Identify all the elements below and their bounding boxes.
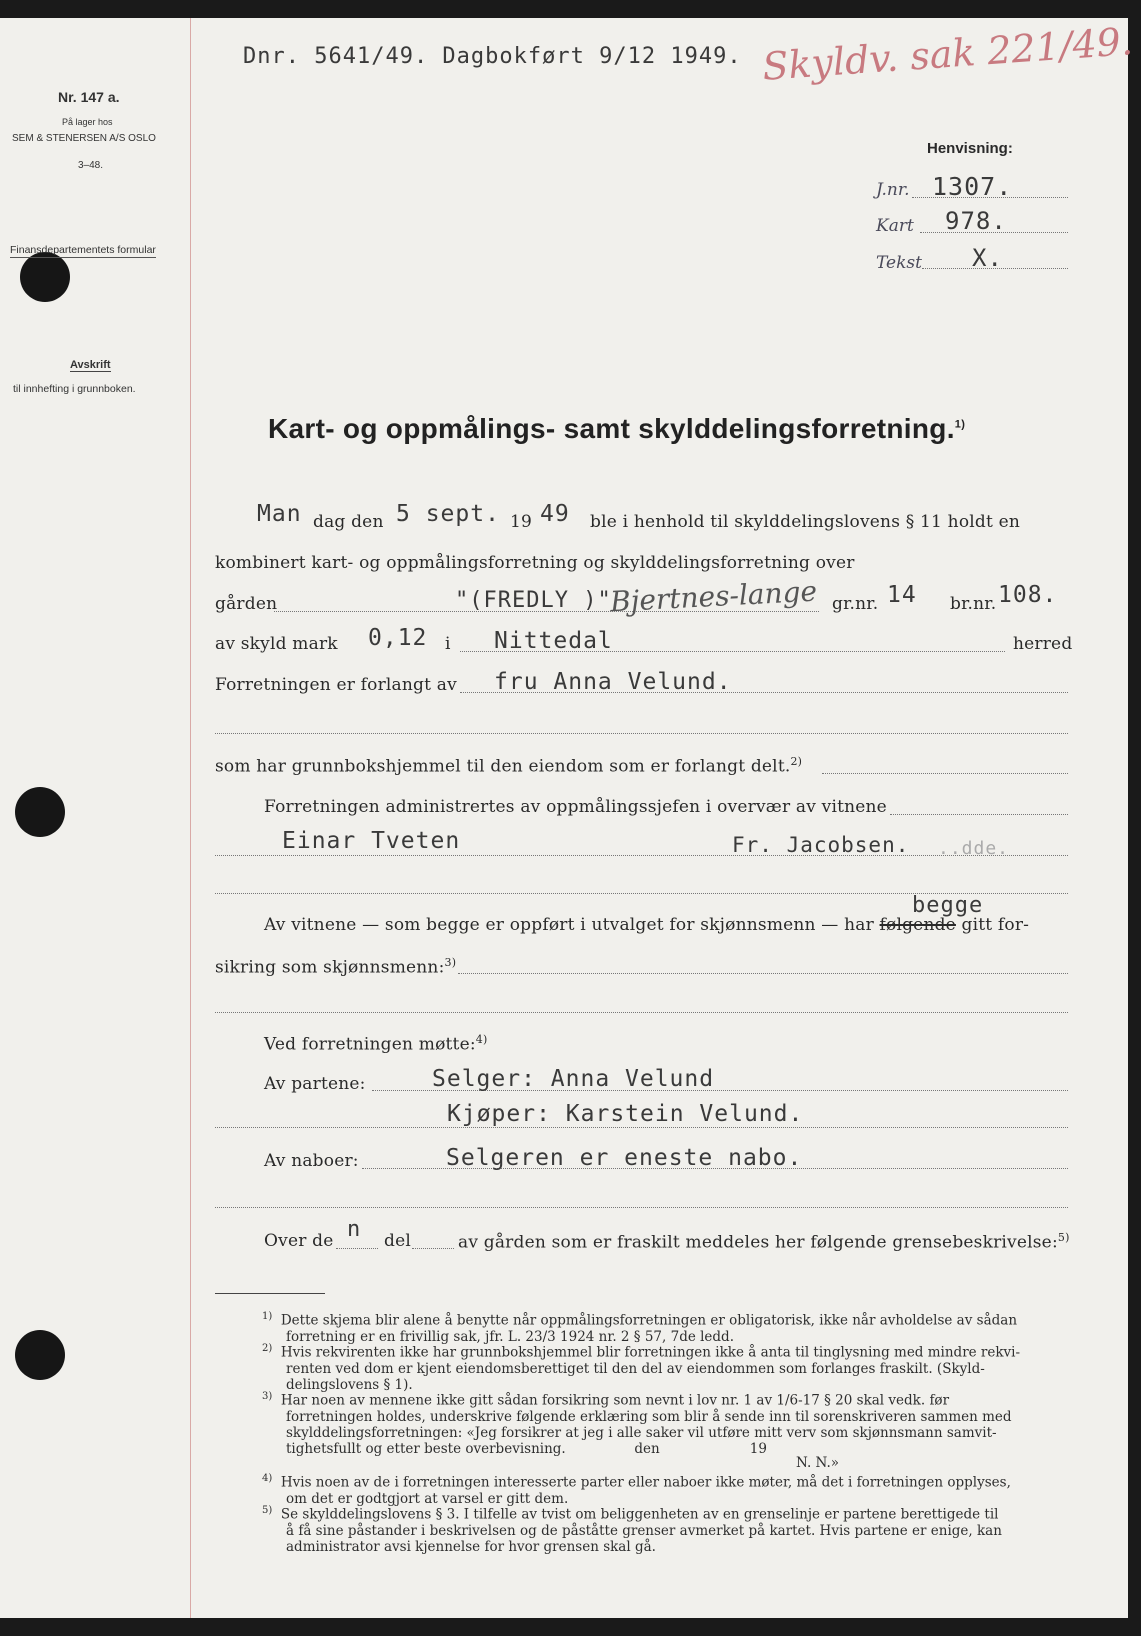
naboer-label: Av naboer: (264, 1151, 359, 1171)
footnote-2-text-1: Hvis rekvirenten ikke har grunnbokshjemmel blir forretningen ikke å anta til tinglysning med mindre rekvi- (280, 1344, 1021, 1361)
footnote-5 (262, 1503, 1002, 1555)
footnote-5-line-3: administrator avsi kjennelse for hvor grensen skal gå. (286, 1538, 656, 1555)
date-value: 5 sept. (396, 501, 500, 527)
footnote-1-text-1: Dette skjema blir alene å benytte når oppmålingsforretningen er obligatorisk, ikke når avholdelse av sådan (280, 1312, 1018, 1329)
footnote-1-line-2: forretning er en frivillig sak, jfr. L. 23/3 1924 nr. 2 § 57, 7de ledd. (286, 1328, 734, 1345)
footnote-5-line-1 (262, 1503, 1002, 1523)
footnote-3-text-1: Har noen av mennene ikke gitt sådan forsikring som nevnt i lov nr. 1 av 1/6-17 § 20 skal vedk. før (280, 1392, 950, 1409)
margin-rule (190, 18, 191, 1618)
brnr-value: 108. (998, 582, 1058, 608)
case-number-handwritten: Skyldv. sak 221/49. (760, 19, 1135, 89)
footnote-4-line-1 (262, 1471, 1011, 1491)
sikring-text (215, 956, 456, 978)
brnr-label: br.nr. (950, 594, 997, 614)
formular-label: Finansdepartementets formular (10, 244, 156, 256)
selger-value: Selger: Anna Velund (432, 1066, 715, 1092)
over-n-value: n (347, 1217, 362, 1242)
footnote-4-line-2: om det er godtgjort at varsel er gitt dem. (286, 1490, 569, 1507)
kjoper-line (215, 1127, 1068, 1128)
begge-handwritten: begge (912, 893, 984, 918)
over-text-c-body: av gården som er fraskilt meddeles her følgende grensebeskrivelse: (458, 1232, 1058, 1253)
over-text-a: Over de (264, 1231, 334, 1251)
tekst-label: Tekst (876, 253, 922, 273)
footnote-nn: N. N.» (796, 1455, 840, 1471)
witness-line (215, 855, 1068, 856)
garden-typed: "(FREDLY )" (455, 588, 612, 613)
footnote-3-line-4: tighetsfullt og etter beste overbevisning. den 19 (286, 1440, 767, 1457)
footnote-4 (262, 1471, 1011, 1507)
document-title-text: Kart- og oppmålings- samt skylddelingsforretning. (268, 413, 955, 444)
footnote-2 (262, 1341, 1020, 1393)
footnote-2-num: 2) (262, 1343, 273, 1354)
footnote-3-line-1 (262, 1389, 1012, 1409)
title-note: 1) (954, 418, 966, 431)
blank-line-3 (215, 1012, 1068, 1013)
herred-value: Nittedal (494, 628, 613, 654)
footnote-4-text-1: Hvis noen av de i forretningen interesserte parter eller naboer ikke møter, må det i forretningen opplyses, (280, 1474, 1011, 1491)
sikring-note: 3) (444, 956, 457, 969)
garden-label: gården (215, 594, 278, 614)
footnote-2-line-3: delingslovens § 1). (286, 1376, 413, 1393)
footnote-1-num: 1) (262, 1311, 273, 1322)
line1-text: ble i henhold til skylddelingslovens § 11 holdt en (590, 512, 1021, 532)
footnote-2-line-1 (262, 1341, 1020, 1361)
witness-2: Fr. Jacobsen. (732, 833, 910, 857)
footnote-2-line-2: renten ved dom er kjent eiendomsberettiget til den del av eiendommen som forlanges fraskilt. (Skyld- (286, 1360, 985, 1377)
witness-1: Einar Tveten (282, 828, 461, 854)
sikring-text-body: sikring som skjønnsmenn: (215, 957, 445, 978)
footnote-1-line-1 (262, 1309, 1017, 1329)
punch-hole-bottom (15, 1330, 65, 1380)
over-note: 5) (1057, 1231, 1070, 1244)
footnote-5-line-2: å få sine påstander i beskrivelsen og de påståtte grenser avmerket på kartet. Hvis partene er enige, kan (286, 1522, 1002, 1539)
admin-text: Forretningen administrertes av oppmålingssjefen i overvær av vitnene (264, 797, 887, 817)
footnote-3-line-2: forretningen holdes, underskrive følgende erklæring som blir å sende inn til sorenskriveren sammen med (286, 1408, 1012, 1425)
footnote-5-text-1: Se skylddelingslovens § 3. I tilfelle av tvist om beliggenheten av en grenselinje er partene berettigede til (280, 1506, 999, 1523)
tekst-line (922, 268, 1068, 269)
footnote-4-num: 4) (262, 1473, 273, 1484)
over-line-b (412, 1248, 454, 1249)
mote-text (264, 1033, 487, 1055)
footnote-3-line-3: skylddelingsforretningen: «Jeg forsikrer at jeg i alle saker vil utføre mitt verv som skjønnsmann samvit- (286, 1424, 997, 1441)
grunnbok-text (215, 755, 802, 777)
over-text-b: del (384, 1231, 411, 1251)
skyld-value: 0,12 (368, 625, 428, 651)
mote-note: 4) (475, 1033, 488, 1046)
footnote-1 (262, 1309, 1017, 1345)
partene-label: Av partene: (264, 1074, 366, 1094)
over-line-a (336, 1248, 378, 1249)
sikring-line (458, 973, 1068, 974)
blank-line-4 (215, 1207, 1068, 1208)
forlangt-label: Forretningen er forlangt av (215, 675, 457, 695)
date-code: 3–48. (78, 160, 104, 171)
vitner-text-b: gitt for- (961, 915, 1030, 935)
henvisning-label: Henvisning: (927, 140, 1013, 157)
garden-handwritten: Bjertnes-lange (609, 574, 818, 619)
kart-value: 978. (945, 207, 1007, 235)
kart-label: Kart (876, 216, 914, 236)
jnr-value: 1307. (932, 172, 1013, 201)
tekst-value: X. (972, 244, 1003, 272)
weekday-value: Man (257, 501, 302, 527)
dnr-stamp: Dnr. 5641/49. Dagbokført 9/12 1949. (243, 44, 742, 69)
vitner-text-a: Av vitnene — som begge er oppført i utvalget for skjønnsmenn — har (264, 915, 874, 935)
publisher-line-1: På lager hos (62, 117, 113, 127)
jnr-label: J.nr. (876, 180, 910, 200)
dag-den-label: dag den (313, 512, 384, 532)
line2-text: kombinert kart- og oppmålingsforretning og skylddelingsforretning over (215, 553, 855, 573)
kart-line (920, 232, 1068, 233)
document-title (268, 413, 965, 445)
skyld-label: av skyld mark (215, 634, 338, 654)
mote-text-body: Ved forretningen møtte: (264, 1034, 476, 1055)
grnr-value: 14 (887, 582, 917, 608)
footnote-5-num: 5) (262, 1505, 273, 1516)
footnote-3 (262, 1389, 1012, 1457)
vitner-text (264, 915, 1029, 935)
vitner-struck-word: følgende (879, 915, 956, 935)
avskrift-label: Avskrift (70, 359, 111, 371)
i-label: i (445, 634, 451, 654)
year-prefix: 19 (510, 512, 533, 532)
blank-line-1 (215, 733, 1068, 734)
publisher-line-2: SEM & STENERSEN A/S OSLO (12, 133, 156, 144)
witness-2-faint: ..dde. (938, 838, 1010, 859)
form-number: Nr. 147 a. (58, 89, 120, 105)
punch-hole-middle (15, 787, 65, 837)
kjoper-value: Kjøper: Karstein Velund. (447, 1101, 804, 1127)
admin-line (890, 814, 1068, 815)
innhefting-label: til innhefting i grunnboken. (13, 383, 136, 395)
jnr-line (912, 197, 1068, 198)
footnote-3-num: 3) (262, 1391, 273, 1402)
grunnbok-text-body: som har grunnbokshjemmel til den eiendom som er forlangt delt. (215, 756, 791, 777)
grunnbok-line (822, 773, 1068, 774)
grunnbok-note: 2) (790, 755, 803, 768)
year-value: 49 (540, 501, 570, 527)
over-text-c (458, 1231, 1070, 1253)
footnote-rule (215, 1293, 325, 1294)
naboer-value: Selgeren er eneste nabo. (446, 1145, 803, 1171)
grnr-label: gr.nr. (832, 594, 879, 614)
herred-label: herred (1013, 634, 1073, 654)
punch-hole-top (20, 252, 70, 302)
forlangt-value: fru Anna Velund. (494, 669, 732, 695)
